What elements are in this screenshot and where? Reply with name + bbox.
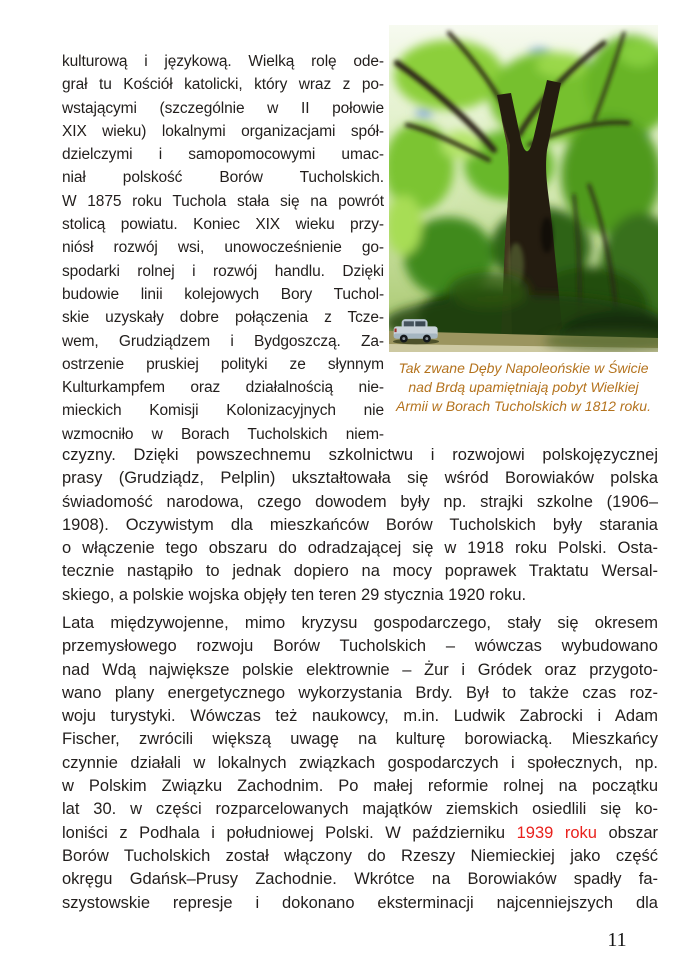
tree-photo-figure xyxy=(389,25,658,416)
text-line: w Polskim Związku Zachodnim. Po małej reformie rolnej na początku xyxy=(62,777,658,796)
text-line: o włączenie tego obszaru do odradzającej się w 1918 roku Polski. Osta- xyxy=(62,539,658,558)
text-line: świadomość narodowa, czego dowodem były np. strajki szkolne (1906– xyxy=(62,492,658,511)
text-line: skiego, a polskie wojska objęły ten teren 29 stycznia 1920 roku. xyxy=(62,585,527,604)
text-line: Lata międzywojenne, mimo kryzysu gospodarczego, stały się okresem xyxy=(62,614,658,632)
text-line: lat 30. w części rozparcelowanych majątków ziemskich osiedlili się ko- xyxy=(62,800,658,819)
text-line xyxy=(62,822,658,845)
paragraph-1-continued xyxy=(62,444,658,607)
text-line: Kulturkampfem oraz działalnością nie- xyxy=(62,379,384,397)
text-line: czyzny. Dzięki powszechnemu szkolnictwu i rozwojowi polskojęzycznej xyxy=(62,446,658,464)
page-number: 11 xyxy=(607,929,627,951)
text-line: tecznie nastąpiło to jednak dopiero na mocy poprawek Traktatu Wersal- xyxy=(62,562,658,581)
text-line: stolicą powiatu. Koniec XIX wieku przy- xyxy=(62,216,384,234)
text-line: prasy (Grudziądz, Pelplin) ukształtowała się wśród Borowiaków polska xyxy=(62,469,658,488)
text-line: 1908). Oczywistym dla mieszkańców Borów Tucholskich były starania xyxy=(62,515,658,534)
highlighted-year: 1939 roku xyxy=(516,823,597,842)
text-line: czynnie działali w lokalnych związkach gospodarczych i społecznych, np. xyxy=(62,753,658,772)
text-line: niał polskość Borów Tucholskich. xyxy=(62,169,384,187)
photo-caption xyxy=(389,359,658,416)
text-line: grał tu Kościół katolicki, który wraz z po- xyxy=(62,76,384,94)
text-segment: obszar xyxy=(596,823,659,842)
text-line: Armii w Borach Tucholskich w 1812 roku. xyxy=(396,398,651,414)
text-line: wstającymi (szczególnie w II połowie xyxy=(62,99,384,117)
text-line: nad Brdą upamiętniają pobyt Wielkiej xyxy=(408,379,639,395)
text-line: budowie linii kolejowych Bory Tuchol- xyxy=(62,285,384,303)
oak-tree-photo xyxy=(389,25,658,352)
text-line: skie uzyskały dobre połączenia z Tcze- xyxy=(62,309,384,327)
text-line: Borów Tucholskich został włączony do Rzeszy Niemieckiej jako część xyxy=(62,846,658,865)
text-line: wem, Grudziądzem i Bydgoszczą. Za- xyxy=(62,332,384,350)
text-line: ostrzenie pruskiej polityki ze słynnym xyxy=(62,355,384,373)
text-line: wzmocniło w Borach Tucholskich niem- xyxy=(62,425,384,443)
text-segment: loniści z Podhala i południowej Polski. W październiku xyxy=(62,823,517,842)
text-line: niósł rozwój wsi, unowocześnienie go- xyxy=(62,239,384,257)
text-line: nad Wdą największe polskie elektrownie – Żur i Gródek oraz przygoto- xyxy=(62,660,658,679)
text-line: wano plany energetycznego wykorzystania Brdy. Był to także czas roz- xyxy=(62,683,658,702)
text-line: woju turystyki. Wówczas też naukowcy, m.in. Ludwik Zabrocki i Adam xyxy=(62,707,658,726)
text-line: XIX wieku) lokalnymi organizacjami spół- xyxy=(62,122,384,140)
intro-text-column xyxy=(62,50,384,446)
text-line: przemysłowego rozwoju Borów Tucholskich – wówczas wybudowano xyxy=(62,637,658,656)
text-line: okręgu Gdańsk–Prusy Zachodnie. Wkrótce na Borowiaków spadły fa- xyxy=(62,870,658,889)
text-line: kulturową i językową. Wielką rolę ode- xyxy=(62,53,384,70)
text-line: Tak zwane Dęby Napoleońskie w Świcie xyxy=(398,360,649,376)
text-line: Fischer, zwrócili większą uwagę na kulturę borowiacką. Mieszkańcy xyxy=(62,730,658,749)
text-line: spodarki rolnej i rozwój handlu. Dzięki xyxy=(62,262,384,280)
text-line: szystowskie represje i dokonano eksterminacji najcenniejszych dla xyxy=(62,893,658,912)
text-line: mieckich Komisji Kolonizacyjnych nie xyxy=(62,402,384,420)
paragraph-2 xyxy=(62,612,658,915)
text-line: dzielczymi i samopomocowymi umac- xyxy=(62,146,384,164)
text-line: W 1875 roku Tuchola stała się na powrót xyxy=(62,192,384,210)
